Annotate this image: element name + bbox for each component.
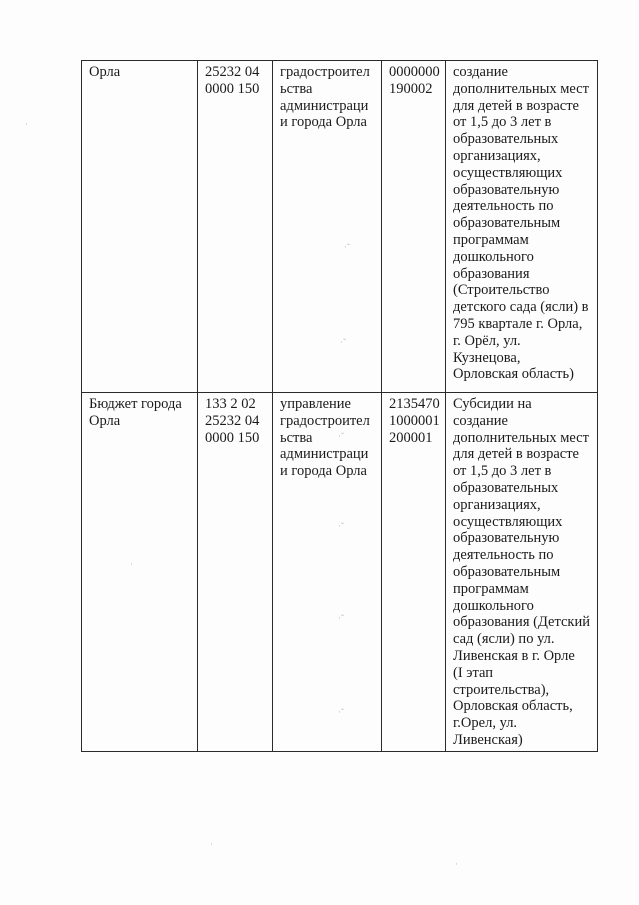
budget-cell: Орла <box>82 61 198 393</box>
scan-speck: · <box>130 559 133 569</box>
scan-speck: ·ˇ <box>340 337 346 347</box>
budget-table <box>81 60 598 752</box>
target-code-cell: 0000000 190002 <box>382 61 446 393</box>
kbk-code-cell: 133 2 02 25232 04 0000 150 <box>198 393 273 752</box>
scan-speck: ·ˇ <box>344 242 350 252</box>
scan-speck: ·ˇ <box>338 707 344 717</box>
purpose-cell: создание дополнительных мест для детей в возрасте от 1,5 до 3 лет в образовательных организациях, осуществляющих образовательную деятельность по образовательным программам дошкольного образования (Строительство детского сада (ясли) в 795 квартале г. Орла, г. Орёл, ул. Кузнецова, Орловская область) <box>446 61 598 393</box>
scan-speck: ·ˇ <box>338 613 344 623</box>
administrator-cell: управление градостроител ьства администраци и города Орла <box>273 393 382 752</box>
scan-speck: · <box>455 859 458 869</box>
scan-speck: ·ˇ <box>338 431 344 441</box>
target-code-cell: 2135470 1000001 200001 <box>382 393 446 752</box>
table-row <box>82 393 598 752</box>
budget-cell: Бюджет города Орла <box>82 393 198 752</box>
administrator-cell: градостроител ьства администраци и города Орла <box>273 61 382 393</box>
scan-speck: · <box>25 119 28 129</box>
scan-speck: · <box>210 839 213 849</box>
kbk-code-cell: 25232 04 0000 150 <box>198 61 273 393</box>
purpose-cell: Субсидии на создание дополнительных мест для детей в возрасте от 1,5 до 3 лет в образовательных организациях, осуществляющих образовательную деятельность по образовательным программам дошкольного образования (Детский сад (ясли) по ул. Ливенская в г. Орле (I этап строительства), Орловская область, г.Орел, ул. Ливенская) <box>446 393 598 752</box>
scan-speck: ·ˇ <box>338 521 344 531</box>
